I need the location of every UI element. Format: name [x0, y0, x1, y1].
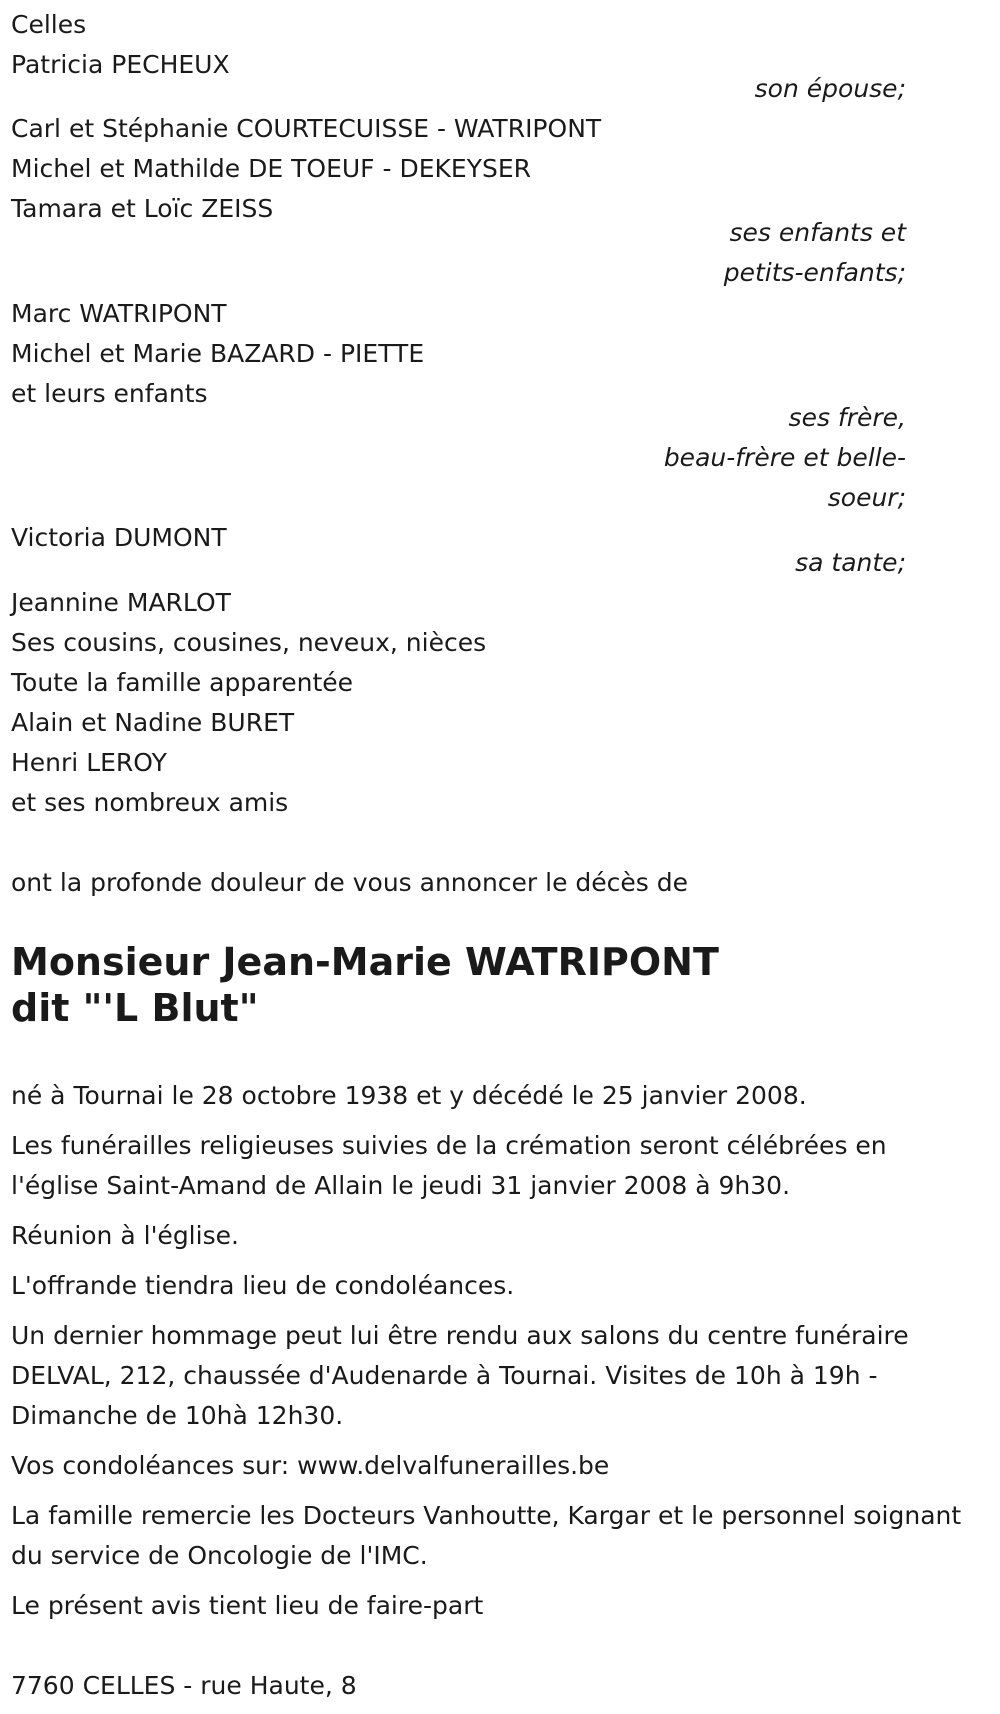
children-role-line-1: ses enfants et [729, 218, 906, 247]
offering-details: L'offrande tiendra lieu de condoléances. [11, 1271, 515, 1300]
sibling-name-2: Michel et Marie BAZARD - PIETTE [11, 339, 425, 368]
children-name-2: Michel et Mathilde DE TOEUF - DEKEYSER [11, 154, 532, 183]
birth-death-details: né à Tournai le 28 octobre 1938 et y décédé le 25 janvier 2008. [11, 1081, 807, 1110]
other-name-1: Jeannine MARLOT [11, 588, 231, 617]
family-address: 7760 CELLES - rue Haute, 8 [11, 1671, 357, 1700]
siblings-role-line-2: beau-frère et belle- [663, 443, 906, 472]
acknowledgements: La famille remercie les Docteurs Vanhoutte, Kargar et le personnel soignant du service de Oncologie de l'IMC. [11, 1501, 962, 1570]
other-name-4: Alain et Nadine BURET [11, 708, 295, 737]
spouse-name: Patricia PECHEUX [11, 50, 230, 79]
aunt-role: sa tante; [795, 548, 906, 577]
condolences-website: Vos condoléances sur: www.delvalfunerailles.be [11, 1451, 610, 1480]
announcement-text: ont la profonde douleur de vous annoncer le décès de [11, 868, 689, 897]
siblings-role-line-3: soeur; [827, 483, 906, 512]
other-name-5: Henri LEROY [11, 748, 167, 777]
funeral-details: Les funérailles religieuses suivies de la crémation seront célébrées en l'église Saint-Amand de Allain le jeudi 31 janvier 2008 à 9h30. [11, 1131, 887, 1200]
sibling-name-3: et leurs enfants [11, 379, 208, 408]
deceased-name: Monsieur Jean-Marie WATRIPONT [11, 940, 719, 984]
spouse-role: son épouse; [754, 74, 906, 103]
deceased-nickname: dit "'L Blut" [11, 986, 259, 1030]
place-name: Celles [11, 10, 87, 39]
meeting-details: Réunion à l'église. [11, 1221, 239, 1250]
notice-statement: Le présent avis tient lieu de faire-part [11, 1591, 484, 1620]
other-name-3: Toute la famille apparentée [11, 668, 354, 697]
visitation-details: Un dernier hommage peut lui être rendu aux salons du centre funéraire DELVAL, 212, chaussée d'Audenarde à Tournai. Visites de 10h à 19h - Dimanche de 10hà 12h30. [11, 1321, 909, 1430]
other-name-6: et ses nombreux amis [11, 788, 289, 817]
siblings-role-line-1: ses frère, [788, 403, 906, 432]
children-role-line-2: petits-enfants; [723, 258, 906, 287]
children-name-3: Tamara et Loïc ZEISS [11, 194, 274, 223]
other-name-2: Ses cousins, cousines, neveux, nièces [11, 628, 487, 657]
aunt-name: Victoria DUMONT [11, 523, 227, 552]
sibling-name-1: Marc WATRIPONT [11, 299, 227, 328]
children-name-1: Carl et Stéphanie COURTECUISSE - WATRIPONT [11, 114, 602, 143]
